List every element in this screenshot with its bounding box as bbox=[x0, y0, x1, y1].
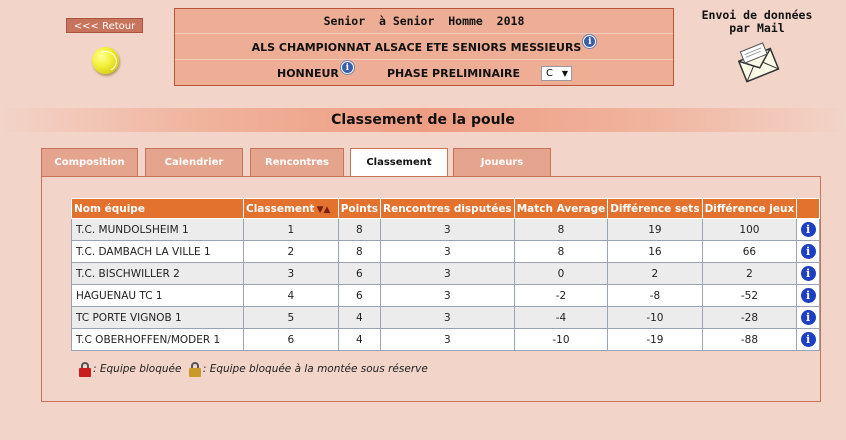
cell-points: 8 bbox=[338, 219, 380, 241]
chevron-down-icon: ▼ bbox=[561, 69, 568, 78]
cell-rank: 3 bbox=[243, 263, 338, 285]
cell-diff-sets: -19 bbox=[608, 329, 702, 351]
cell-diff-games: -52 bbox=[702, 285, 797, 307]
team-info-cell bbox=[797, 263, 820, 285]
championship-row bbox=[175, 35, 673, 60]
red-lock-icon bbox=[79, 362, 91, 377]
division-label bbox=[277, 61, 354, 86]
table-row bbox=[72, 241, 820, 263]
team-info-icon[interactable]: i bbox=[801, 332, 816, 347]
cell-rank: 5 bbox=[243, 307, 338, 329]
cell-points: 8 bbox=[338, 241, 380, 263]
cell-rank: 2 bbox=[243, 241, 338, 263]
group-select-value: C bbox=[546, 68, 553, 79]
cell-played: 3 bbox=[381, 241, 515, 263]
cell-played: 3 bbox=[381, 263, 515, 285]
cell-match-avg: 8 bbox=[514, 241, 608, 263]
team-info-icon[interactable]: i bbox=[801, 310, 816, 325]
gold-lock-icon bbox=[189, 362, 201, 377]
cell-match-avg: -4 bbox=[514, 307, 608, 329]
cell-diff-sets: 2 bbox=[608, 263, 702, 285]
col-header-played: Rencontres disputées bbox=[381, 199, 515, 219]
retour-button[interactable]: <<< Retour bbox=[66, 18, 143, 33]
team-info-cell bbox=[797, 241, 820, 263]
cell-points: 4 bbox=[338, 307, 380, 329]
cell-played: 3 bbox=[381, 219, 515, 241]
cell-played: 3 bbox=[381, 329, 515, 351]
cell-match-avg: -10 bbox=[514, 329, 608, 351]
legend-blocked-reserve-text: : Equipe bloquée à la montée sous réserve bbox=[202, 363, 428, 375]
cell-rank: 4 bbox=[243, 285, 338, 307]
table-row bbox=[72, 263, 820, 285]
col-header-info bbox=[797, 199, 820, 219]
team-name: T.C. MUNDOLSHEIM 1 bbox=[72, 219, 244, 241]
cell-diff-games: 2 bbox=[702, 263, 797, 285]
team-name: T.C OBERHOFFEN/MODER 1 bbox=[72, 329, 244, 351]
tab-calendrier[interactable]: Calendrier bbox=[145, 148, 243, 176]
team-info-icon[interactable]: i bbox=[801, 266, 816, 281]
table-row bbox=[72, 307, 820, 329]
table-row bbox=[72, 285, 820, 307]
table-row bbox=[72, 219, 820, 241]
team-info-icon[interactable]: i bbox=[801, 222, 816, 237]
legend-blocked-text: : Equipe bloquée bbox=[93, 363, 182, 375]
competition-header bbox=[174, 8, 674, 86]
championship-info-icon[interactable]: i bbox=[583, 35, 596, 48]
cell-diff-sets: 19 bbox=[608, 219, 702, 241]
competition-title: Senior à Senior Homme 2018 bbox=[175, 9, 673, 34]
col-header-rank[interactable] bbox=[243, 199, 338, 219]
ranking-table bbox=[71, 198, 820, 351]
division-name: HONNEUR bbox=[277, 67, 339, 80]
cell-diff-games: -88 bbox=[702, 329, 797, 351]
col-header-rank-label: Classement bbox=[245, 202, 315, 215]
cell-points: 6 bbox=[338, 263, 380, 285]
cell-diff-sets: -10 bbox=[608, 307, 702, 329]
section-title: Classement de la poule bbox=[0, 108, 846, 132]
team-info-cell bbox=[797, 285, 820, 307]
team-name: T.C. DAMBACH LA VILLE 1 bbox=[72, 241, 244, 263]
tab-joueurs[interactable]: Joueurs bbox=[453, 148, 551, 176]
team-info-cell bbox=[797, 307, 820, 329]
col-header-diff-games: Différence jeux bbox=[702, 199, 797, 219]
cell-points: 6 bbox=[338, 285, 380, 307]
cell-match-avg: 0 bbox=[514, 263, 608, 285]
col-header-diff-sets: Différence sets bbox=[608, 199, 702, 219]
group-select[interactable] bbox=[541, 66, 572, 81]
cell-diff-sets: 16 bbox=[608, 241, 702, 263]
cell-played: 3 bbox=[381, 307, 515, 329]
tab-composition[interactable]: Composition bbox=[41, 148, 138, 176]
team-name: HAGUENAU TC 1 bbox=[72, 285, 244, 307]
cell-match-avg: 8 bbox=[514, 219, 608, 241]
championship-name: ALS CHAMPIONNAT ALSACE ETE SENIORS MESSIEURS bbox=[251, 41, 582, 54]
team-info-cell bbox=[797, 219, 820, 241]
division-info-icon[interactable]: i bbox=[341, 61, 354, 74]
team-info-icon[interactable]: i bbox=[801, 288, 816, 303]
cell-played: 3 bbox=[381, 285, 515, 307]
tab-classement[interactable]: Classement bbox=[350, 148, 448, 178]
phase-label: PHASE PRELIMINAIRE bbox=[387, 67, 521, 80]
cell-diff-games: 66 bbox=[702, 241, 797, 263]
table-row bbox=[72, 329, 820, 351]
tennis-ball-icon bbox=[92, 47, 119, 74]
cell-diff-games: 100 bbox=[702, 219, 797, 241]
team-info-cell bbox=[797, 329, 820, 351]
legend bbox=[79, 361, 428, 377]
cell-rank: 6 bbox=[243, 329, 338, 351]
col-header-match-average: Match Average bbox=[514, 199, 608, 219]
cell-match-avg: -2 bbox=[514, 285, 608, 307]
col-header-points: Points bbox=[338, 199, 380, 219]
sort-icon[interactable]: ▼▲ bbox=[316, 204, 331, 215]
col-header-team: Nom équipe bbox=[72, 199, 244, 219]
team-info-icon[interactable]: i bbox=[801, 244, 816, 259]
division-row bbox=[175, 61, 673, 86]
cell-diff-games: -28 bbox=[702, 307, 797, 329]
team-name: TC PORTE VIGNOB 1 bbox=[72, 307, 244, 329]
tab-rencontres[interactable]: Rencontres bbox=[250, 148, 344, 176]
cell-points: 4 bbox=[338, 329, 380, 351]
team-name: T.C. BISCHWILLER 2 bbox=[72, 263, 244, 285]
envelope-mail-icon[interactable] bbox=[738, 42, 780, 84]
table-header-row bbox=[72, 199, 820, 219]
ranking-panel bbox=[41, 176, 821, 402]
cell-diff-sets: -8 bbox=[608, 285, 702, 307]
cell-rank: 1 bbox=[243, 219, 338, 241]
mail-label: Envoi de données par Mail bbox=[701, 8, 813, 35]
